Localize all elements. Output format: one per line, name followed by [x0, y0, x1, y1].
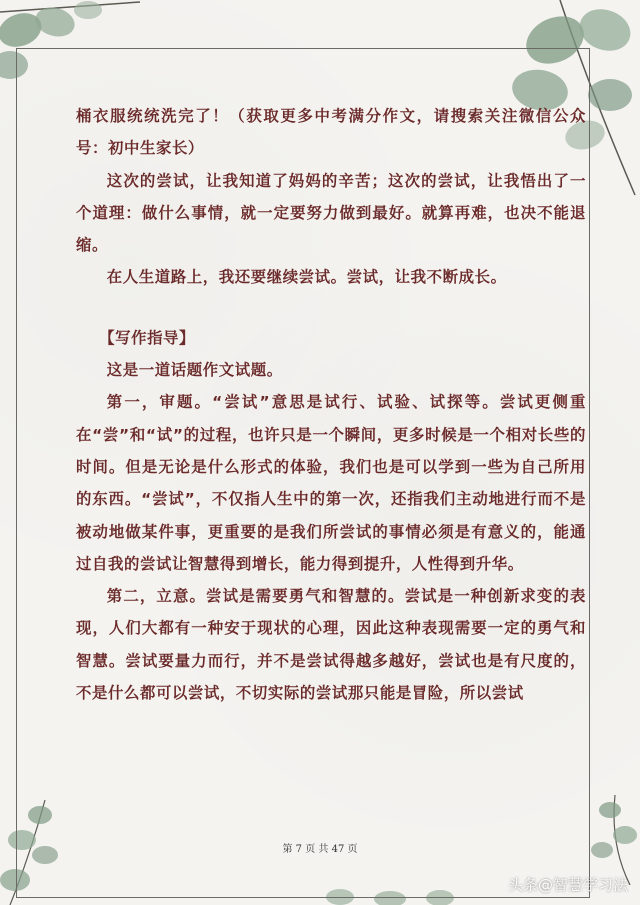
section-heading: 【写作指导】 [99, 328, 196, 347]
section-gap [76, 294, 586, 322]
paragraph-1: 桶衣服统统洗完了！（获取更多中考满分作文，请搜索关注微信公众号：初中生家长） [76, 107, 586, 158]
paragraph-2: 这次的尝试，让我知道了妈妈的辛苦；这次的尝试，让我悟出了一个道理：做什么事情，就一定要努力做到最好。就算再难，也决不能退缩。 [76, 171, 586, 255]
paragraph-3: 在人生道路上，我还要继续尝试。尝试，让我不断成长。 [106, 268, 507, 287]
guide-paragraph-2: 第一，审题。“尝试”意思是试行、试验、试探等。尝试更侧重在“尝”和“试”的过程，也许只是一个瞬间，更多时候是一个相对长些的时间。但是无论是什么形式的体验，我们也是可以学到一些为自己所用的东西。“尝试”，不仅指人生中的第一次，还指我们主动地进行而不是被动地做某件事，更重要的是我们所尝试的事情必须是有意义的，能通过自我的尝试让智慧得到增长，能力得到提升，人性得到升华。 [76, 393, 586, 573]
guide-paragraph-1: 这是一道话题作文试题。 [106, 361, 283, 380]
watermark: 头条@智慧学习法 [507, 876, 628, 894]
document-body [76, 100, 586, 709]
guide-paragraph-3: 第二，立意。尝试是需要勇气和智慧的。尝试是一种创新求变的表现，人们大都有一种安于现状的心理，因此这种表现需要一定的勇气和智慧。尝试要量力而行，并不是尝试得越多越好，尝试也是有尺度的，不是什么都可以尝试，不切实际的尝试那只能是冒险，所以尝试 [76, 587, 586, 703]
page-number: 第 7 页 共 47 页 [282, 844, 358, 855]
